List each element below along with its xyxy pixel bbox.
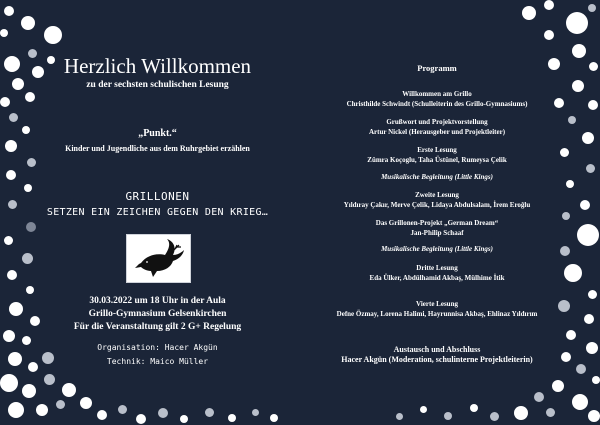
bubble [36, 404, 48, 416]
peace-dove-icon [126, 234, 191, 283]
bubble [4, 6, 14, 16]
program-item-person: Hacer Akgün (Moderation, schulinterne Projektleiterin) [341, 355, 533, 364]
bubble [514, 406, 528, 420]
program-item-title: Austausch und Abschluss [393, 345, 481, 354]
program-item-person: Jan-Philip Schaaf [410, 229, 464, 237]
bubble [80, 397, 92, 409]
bubble [8, 402, 24, 418]
bubble [586, 342, 598, 354]
bubble [252, 409, 259, 416]
bubble [420, 406, 427, 413]
event-location: Grillo-Gymnasium Gelsenkirchen [88, 309, 227, 319]
program-item-title: Das Grillonen-Projekt „German Dream“ [375, 219, 499, 227]
bubble [552, 380, 564, 392]
bubble [561, 352, 571, 362]
bubble [56, 400, 65, 409]
bubble [577, 224, 599, 246]
event-rule: Für die Veranstaltung gilt 2 G+ Regelung [73, 322, 242, 332]
bubble [0, 29, 8, 37]
bubble [572, 80, 584, 92]
bubble [560, 246, 570, 256]
bubble [562, 212, 570, 220]
bubble [44, 26, 62, 44]
bubble [572, 394, 588, 410]
program-item-person: Defne Özmay, Lorena Halimi, Hayrunnisa Akbaş, Ehlinaz Yıldırım [336, 310, 538, 318]
bubble [588, 4, 596, 12]
bubble [584, 314, 594, 324]
bubble [97, 410, 107, 420]
bubble [586, 164, 595, 173]
bubble [22, 253, 33, 264]
bubble [62, 383, 76, 397]
slogan: SETZEN EIN ZEICHEN GEGEN DEN KRIEG… [46, 207, 269, 218]
bubble [534, 392, 544, 402]
bubble [566, 180, 574, 188]
bubble [26, 286, 34, 294]
bubble [592, 376, 600, 384]
bubble [576, 364, 586, 374]
program-item-person: Artur Nickel (Herausgeber und Projektleiter) [368, 128, 506, 136]
program-item-title: Grußwort und Projektvorstellung [386, 118, 488, 126]
bubble [544, 30, 554, 40]
program-title: Programm [417, 63, 457, 73]
program-music: Musikalische Begleitung (Little Kings) [381, 245, 493, 253]
bubble [158, 408, 168, 418]
bubble [3, 330, 15, 342]
program-music: Musikalische Begleitung (Little Kings) [381, 173, 493, 181]
bubble [522, 6, 536, 20]
bubble [27, 158, 36, 167]
bubble [7, 270, 17, 280]
peace-dove-icon [127, 235, 190, 282]
bubble [0, 374, 18, 392]
program-item-title: Zweite Lesung [415, 191, 459, 199]
bubble [444, 412, 452, 420]
technik-credit: Technik: Maico Müller [106, 357, 209, 366]
bubble [228, 414, 236, 422]
bubble [588, 290, 597, 299]
bubble [0, 97, 10, 107]
program-item-person: Zümra Koçoglu, Taha Üstünel, Rumeysa Çelik [367, 156, 507, 164]
book-subtitle: Kinder und Jugendliche aus dem Ruhrgebiet erzählen [65, 144, 250, 153]
bubble [589, 62, 598, 71]
bubble [136, 414, 146, 424]
organisation-credit: Organisation: Hacer Akgün [97, 343, 218, 352]
bubble [490, 412, 499, 421]
bubble [588, 410, 600, 422]
bubble [21, 16, 35, 30]
program-item-title: Vierte Lesung [416, 300, 458, 308]
bubble [5, 140, 17, 152]
bubble [582, 132, 594, 144]
bubble [4, 56, 20, 72]
bubble [4, 236, 13, 245]
bubble [546, 408, 555, 417]
program-item-title: Dritte Lesung [416, 264, 458, 272]
bubble [566, 330, 576, 340]
bubble [44, 374, 55, 385]
bubble [558, 300, 570, 312]
bubble [8, 200, 17, 209]
program-item-person: Eda Ülker, Abdülhamid Akbaş, Mülhime İtik [369, 274, 505, 282]
bubble [26, 222, 36, 232]
bubble [470, 404, 478, 412]
bubble [205, 408, 214, 417]
book-title: „Punkt.“ [138, 128, 177, 139]
bubble [568, 116, 576, 124]
event-date: 30.03.2022 um 18 Uhr in der Aula [89, 296, 226, 306]
program-item-title: Erste Lesung [417, 146, 457, 154]
bubble [9, 113, 18, 122]
program-item-person: Christhilde Schwindt (Schulleiterin des Grillo-Gymnasiums) [346, 100, 528, 108]
bubble [572, 44, 586, 58]
program-item-person: Yıldıray Çakır, Merve Çelik, Lidaya Abdulsalam, İrem Eroğlu [343, 201, 531, 209]
bubble [118, 405, 127, 414]
bubble [564, 264, 582, 282]
bubble [588, 100, 598, 110]
bubble [25, 92, 35, 102]
bubble [270, 414, 278, 422]
welcome-title: Herzlich Willkommen [63, 54, 252, 78]
bubble [6, 170, 16, 180]
welcome-subtitle: zu der sechsten schulischen Lesung [86, 80, 229, 90]
grillonen-heading: GRILLONEN [125, 190, 190, 203]
bubble [544, 0, 554, 10]
bubble [180, 415, 188, 423]
program-item-title: Willkommen am Grillo [402, 90, 472, 98]
bubble [580, 200, 590, 210]
bubble [396, 413, 403, 420]
bubble [22, 384, 36, 398]
bubble [560, 148, 569, 157]
bubble [566, 12, 588, 34]
